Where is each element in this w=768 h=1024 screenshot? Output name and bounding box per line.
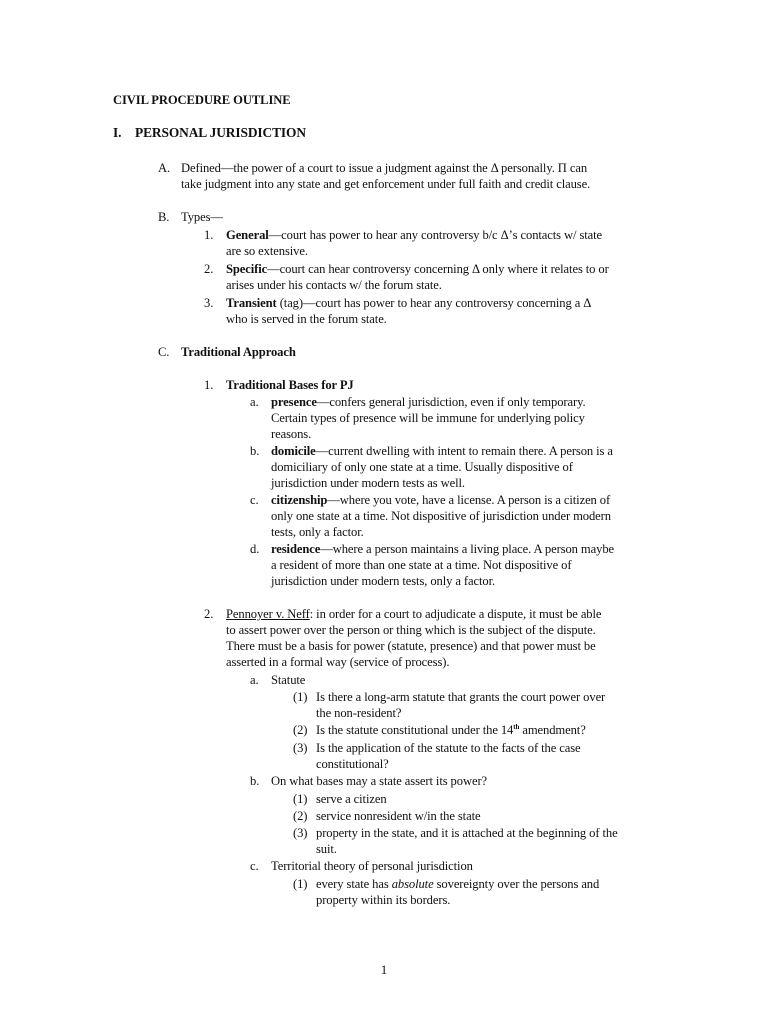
sub-list-marker: b.: [250, 774, 260, 788]
superscript: th: [513, 723, 520, 731]
sub-list-line: Certain types of presence will be immune for underlying policy: [271, 411, 585, 425]
nested-marker: (3): [293, 741, 308, 755]
nested-line: suit.: [316, 842, 337, 856]
case-name: Pennoyer v. Neff: [226, 607, 310, 621]
list-number: 1.: [204, 228, 214, 242]
list-item-line: [226, 606, 601, 622]
sub-list-line: Statute: [271, 673, 306, 687]
term-definition: —court can hear controversy concerning Δ only where it relates to or: [267, 262, 609, 276]
sub-list-line: On what bases may a state assert its power?: [271, 774, 488, 788]
sub-list-line: tests, only a factor.: [271, 525, 364, 539]
sub-list-line: domiciliary of only one state at a time. Usually dispositive of: [271, 460, 573, 474]
sub-list-line: [271, 443, 613, 459]
list-number: 1.: [204, 378, 214, 392]
sub-list-line: only one state at a time. Not dispositive of jurisdiction under modern: [271, 509, 611, 523]
sub-list-marker: c.: [250, 859, 259, 873]
emphasis: absolute: [391, 877, 434, 891]
nested-line: property in the state, and it is attached at the beginning of the: [316, 826, 618, 840]
nested-marker: (1): [293, 690, 308, 704]
nested-line: service nonresident w/in the state: [316, 809, 481, 823]
nested-line: Is there a long-arm statute that grants the court power over: [316, 690, 606, 704]
sub-list-marker: c.: [250, 493, 259, 507]
section-number: I.: [113, 125, 122, 140]
doc-title: CIVIL PROCEDURE OUTLINE: [113, 93, 291, 107]
term: domicile: [271, 444, 316, 458]
list-number: 2.: [204, 607, 214, 621]
sub-list-line: a resident of more than one state at a time. Not dispositive of: [271, 558, 572, 572]
sub-list-line: [271, 541, 614, 557]
term: presence: [271, 395, 317, 409]
term: residence: [271, 542, 321, 556]
sub-list-marker: b.: [250, 444, 260, 458]
sub-list-line: [271, 394, 586, 410]
sub-list-line: jurisdiction under modern tests as well.: [271, 476, 465, 490]
sub-list-line: Territorial theory of personal jurisdiction: [271, 859, 473, 873]
sub-list-line: jurisdiction under modern tests, only a factor.: [271, 574, 496, 588]
term-definition: —where a person maintains a living place. A person maybe: [320, 542, 615, 556]
page-number: 1: [380, 962, 388, 977]
sub-list-marker: a.: [250, 395, 259, 409]
list-item-heading: Traditional Bases for PJ: [226, 378, 354, 392]
nested-line: the non-resident?: [316, 706, 402, 720]
list-item-line: [226, 227, 602, 243]
case-description: : in order for a court to adjudicate a dispute, it must be able: [309, 607, 602, 621]
sub-list-line: [271, 492, 610, 508]
list-item-line: who is served in the forum state.: [226, 312, 387, 326]
list-item-line: arises under his contacts w/ the forum state.: [226, 278, 442, 292]
list-item-line: [226, 261, 609, 277]
nested-line: Is the application of the statute to the facts of the case: [316, 741, 581, 755]
nested-text: Is the statute constitutional under the 14: [316, 723, 514, 737]
subsection-label: Types—: [181, 210, 223, 224]
list-item-line: to assert power over the person or thing which is the subject of the dispute.: [226, 623, 596, 637]
item-marker: B.: [158, 210, 170, 224]
list-item-line: are so extensive.: [226, 244, 308, 258]
nested-marker: (3): [293, 826, 308, 840]
term: citizenship: [271, 493, 328, 507]
term-definition: —where you vote, have a license. A person is a citizen of: [327, 493, 611, 507]
term-definition: —current dwelling with intent to remain there. A person is a: [315, 444, 613, 458]
term-definition: —court has power to hear any controversy b/c Δ’s contacts w/ state: [268, 228, 603, 242]
term-definition: (tag)—court has power to hear any controversy concerning a Δ: [276, 296, 592, 310]
term-definition: —confers general jurisdiction, even if only temporary.: [316, 395, 586, 409]
nested-line: [316, 722, 586, 738]
list-number: 3.: [204, 296, 214, 310]
list-item-line: asserted in a formal way (service of process).: [226, 655, 450, 669]
paragraph-line: Defined—the power of a court to issue a judgment against the Δ personally. Π can: [181, 161, 588, 175]
nested-line: property within its borders.: [316, 893, 451, 907]
nested-line: constitutional?: [316, 757, 389, 771]
nested-line: serve a citizen: [316, 792, 387, 806]
paragraph-line: take judgment into any state and get enforcement under full faith and credit clause.: [181, 177, 591, 191]
nested-marker: (1): [293, 877, 308, 891]
list-item-line: There must be a basis for power (statute, presence) and that power must be: [226, 639, 596, 653]
list-number: 2.: [204, 262, 214, 276]
item-marker: A.: [158, 161, 171, 175]
sub-list-marker: d.: [250, 542, 260, 556]
sub-list-marker: a.: [250, 673, 259, 687]
term: Transient: [226, 296, 277, 310]
item-marker: C.: [158, 345, 170, 359]
nested-text: amendment?: [519, 723, 586, 737]
nested-line: [316, 876, 599, 892]
nested-text: sovereignty over the persons and: [433, 877, 600, 891]
section-heading: PERSONAL JURISDICTION: [135, 125, 306, 140]
sub-list-line: reasons.: [271, 427, 312, 441]
nested-marker: (2): [293, 723, 308, 737]
nested-text: every state has: [316, 877, 392, 891]
term: General: [226, 228, 269, 242]
term: Specific: [226, 262, 268, 276]
nested-marker: (2): [293, 809, 308, 823]
list-item-line: [226, 295, 591, 311]
subsection-label: Traditional Approach: [181, 345, 296, 359]
nested-marker: (1): [293, 792, 308, 806]
